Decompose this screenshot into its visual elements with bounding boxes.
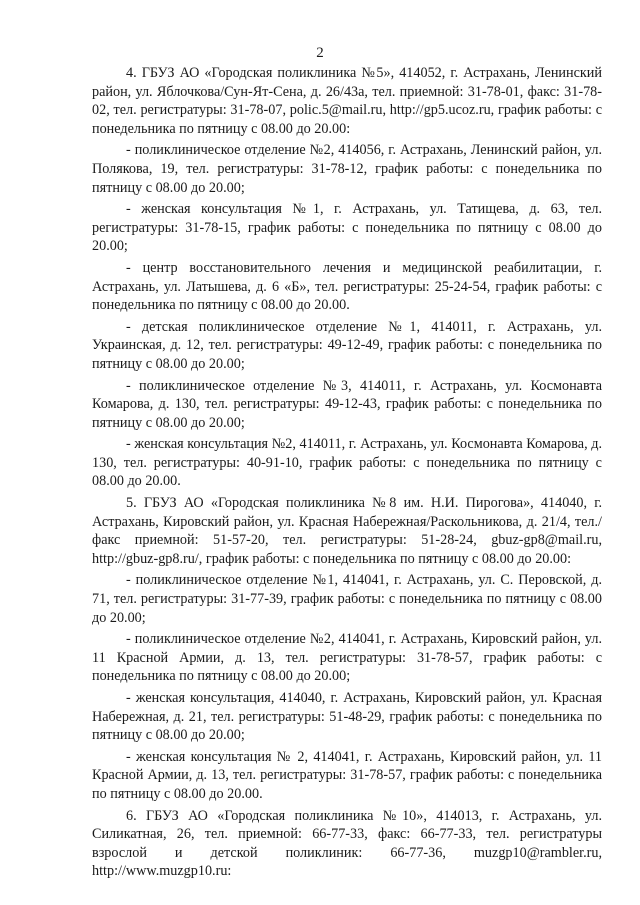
paragraph-polyclinic-8-womens: - женская консультация, 414040, г. Астрахань, Кировский район, ул. Красная Набережная, д. 21, тел. регистратуры: 51-48-29, график работы: с понедельника по пятницу с 08.00 до 20.00; bbox=[92, 690, 602, 744]
paragraph-polyclinic-5-dept-3: - поликлиническое отделение №3, 414011, г. Астрахань, ул. Космонавта Комарова, д. 130, тел. регистратуры: 49-12-43, график работы: с понедельника по пятницу с 08.00 до 20.00; bbox=[92, 377, 602, 431]
paragraph-polyclinic-8-dept-2: - поликлиническое отделение №2, 414041, г. Астрахань, Кировский район, ул. 11 Красной Армии, д. 13, тел. регистратуры: 31-78-57, график работы: с понедельника по пятницу с 08.00 до 20.00; bbox=[92, 631, 602, 685]
paragraph-polyclinic-8-dept-1: - поликлиническое отделение №1, 414041, г. Астрахань, ул. С. Перовской, д. 71, тел. регистратуры: 31-77-39, график работы: с понедельника по пятницу с 08.00 до 20.00; bbox=[92, 572, 602, 626]
paragraph-polyclinic-8-womens-2: - женская консультация № 2, 414041, г. Астрахань, Кировский район, ул. 11 Красной Армии, д. 13, тел. регистратуры: 31-78-57, график работы: с понедельника по пятницу с 08.00 до 20.00. bbox=[92, 748, 602, 802]
page-number: 2 bbox=[316, 45, 324, 61]
paragraph-polyclinic-5-rehab-center: - центр восстановительного лечения и медицинской реабилитации, г. Астрахань, ул. Латышева, д. 6 «Б», тел. регистратуры: 25-24-54, график работы: с понедельника по пятницу с 08.00 до 20.00. bbox=[92, 259, 602, 314]
paragraph-polyclinic-5-childrens-1: - детская поликлиническое отделение №1, 414011, г. Астрахань, ул. Украинская, д. 12, тел. регистратуры: 49-12-49, график работы: с понедельника по пятницу с 08.00 до 20.00; bbox=[92, 318, 602, 372]
paragraph-polyclinic-10: 6. ГБУЗ АО «Городская поликлиника №10», 414013, г. Астрахань, ул. Силикатная, 26, тел. приемной: 66-77-33, факс: 66-77-33, тел. регистратуры взрослой и детской поликлиник: 66-77-36, muzgp10@rambler.ru, http://www.muzgp10.ru: bbox=[92, 807, 602, 880]
paragraph-polyclinic-5: 4. ГБУЗ АО «Городская поликлиника №5», 414052, г. Астрахань, Ленинский район, ул. Яблочкова/Сун-Ят-Сена, д. 26/43а, тел. приемной: 31-78-01, факс: 31-78-02, тел. регистратуры: 31-78-07, polic.5@mail.ru, http://gp5.ucoz.ru, график работы: с понедельника по пятницу с 08.00 до 20.00: bbox=[92, 65, 602, 137]
paragraph-polyclinic-5-womens-2: - женская консультация №2, 414011, г. Астрахань, ул. Космонавта Комарова, д. 130, тел. регистратуры: 40-91-10, график работы: с понедельника по пятницу с 08.00 до 20.00. bbox=[92, 436, 602, 490]
document-body bbox=[92, 64, 602, 881]
paragraph-polyclinic-5-dept-2: - поликлиническое отделение №2, 414056, г. Астрахань, Ленинский район, ул. Полякова, 19, тел. регистратуры: 31-78-12, график работы: с понедельника по пятницу с 08.00 до 20.00; bbox=[92, 142, 602, 196]
paragraph-polyclinic-8: 5. ГБУЗ АО «Городская поликлиника №8 им. Н.И. Пирогова», 414040, г. Астрахань, Кировский район, ул. Красная Набережная/Раскольникова, д. 21/4, тел./факс приемной: 51-57-20, тел. регистратуры: 51-28-24, gbuz-gp8@mail.ru, http://gbuz-gp8.ru/, график работы: с понедельника по пятницу с 08.00 до 20.00: bbox=[92, 495, 602, 567]
paragraph-polyclinic-5-womens-1: - женская консультация №1, г. Астрахань, ул. Татищева, д. 63, тел. регистратуры: 31-78-15, график работы: с понедельника по пятницу с 08.00 до 20.00; bbox=[92, 201, 602, 255]
